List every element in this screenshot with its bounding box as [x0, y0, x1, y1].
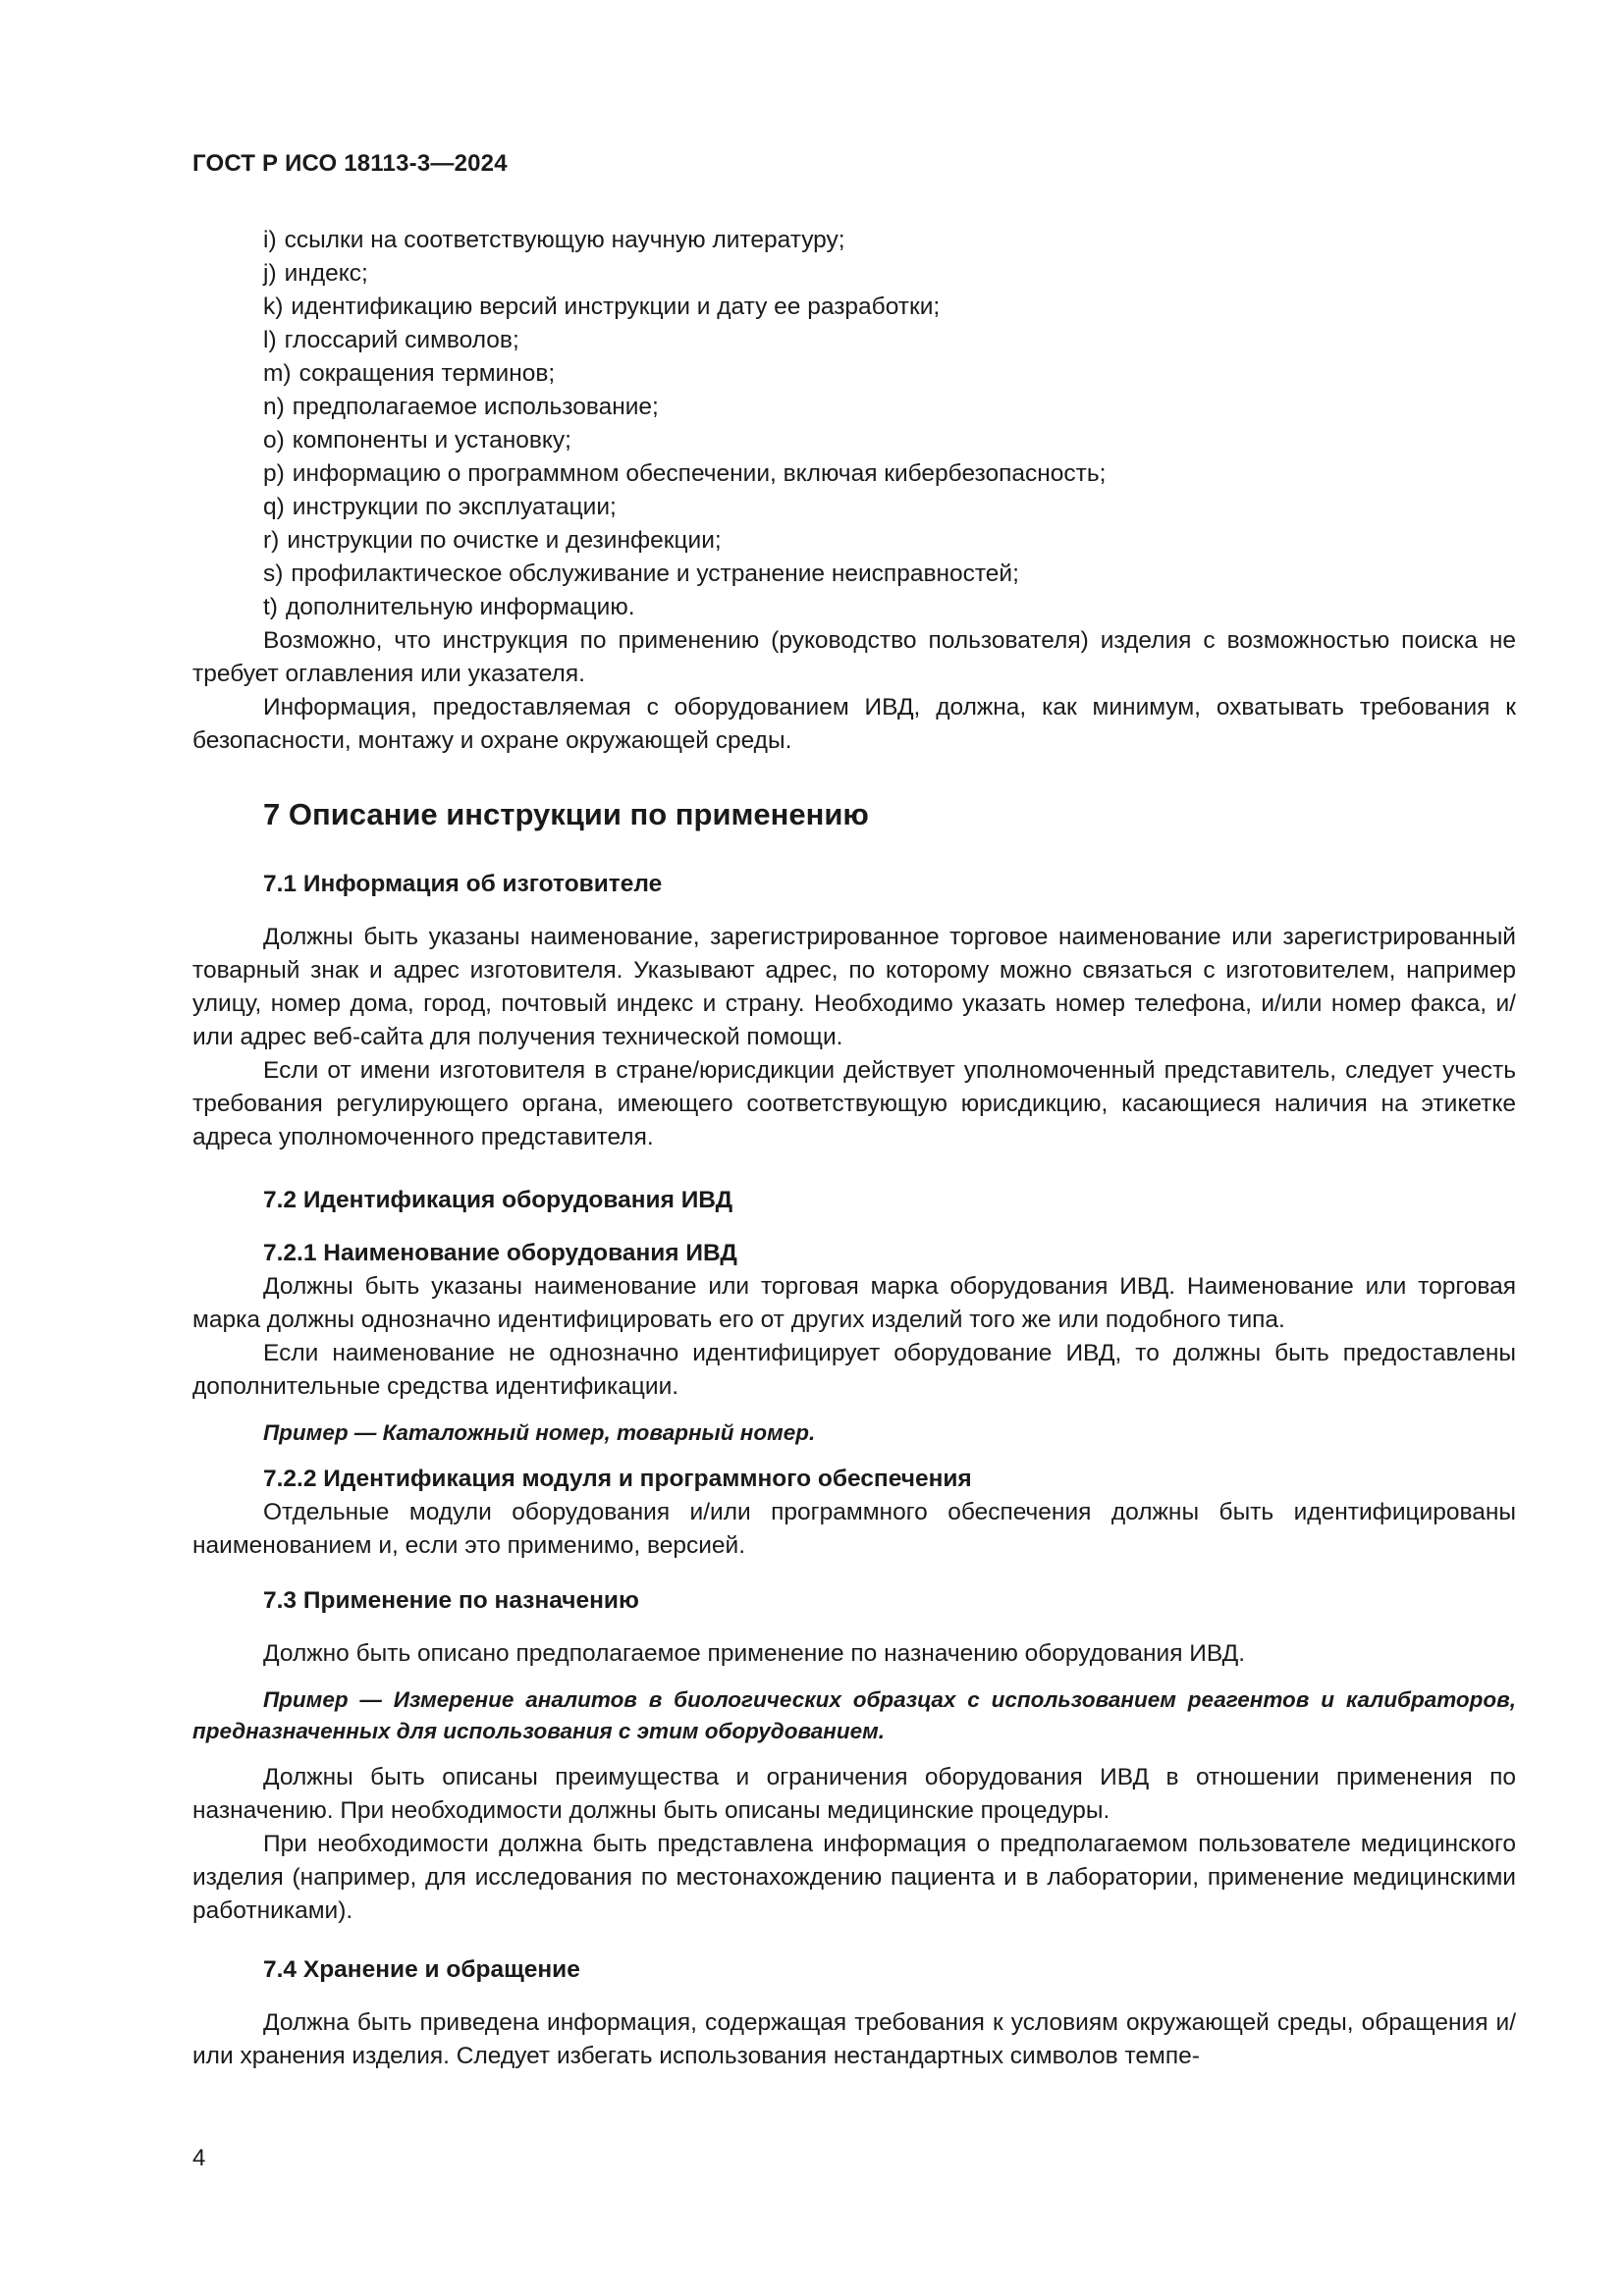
list-text: инструкции по очистке и дезинфекции;: [287, 527, 722, 554]
subsection-title: 7.2 Идентификация оборудования ИВД: [263, 1187, 733, 1213]
list-item: [192, 357, 1516, 391]
subsection-title: 7.4 Хранение и обращение: [263, 1956, 580, 1983]
list-item: [192, 591, 1516, 624]
list-item: [192, 558, 1516, 591]
list-text: компоненты и установку;: [292, 427, 571, 454]
list-item: [192, 491, 1516, 524]
list-marker: m): [263, 360, 292, 387]
example-note: Пример — Каталожный номер, товарный номер.: [263, 1420, 816, 1445]
list-marker: t): [263, 594, 278, 620]
paragraph: Должны быть описаны преимущества и ограничения оборудования ИВД в отношении применения по назначению. При необходимости должны быть описаны медицинские процедуры.: [192, 1764, 1516, 1824]
list-marker: i): [263, 227, 277, 253]
list-marker: r): [263, 527, 280, 554]
list-item: [192, 291, 1516, 324]
subsection-title: 7.3 Применение по назначению: [263, 1587, 639, 1614]
example-note: Пример — Измерение аналитов в биологических образцах с использованием реагентов и калибраторов, предназначенных для использования с этим оборудованием.: [192, 1687, 1516, 1743]
page-body: [192, 224, 1516, 2073]
list-text: идентификацию версий инструкции и дату ее разработки;: [291, 294, 941, 320]
list-item: [192, 424, 1516, 457]
list-text: профилактическое обслуживание и устранение неисправностей;: [291, 561, 1019, 587]
list: [192, 224, 1516, 624]
list-marker: p): [263, 460, 285, 487]
subsection-title: 7.2.2 Идентификация модуля и программного обеспечения: [263, 1466, 972, 1492]
list-marker: s): [263, 561, 284, 587]
paragraph: Должны быть указаны наименование, зарегистрированное торговое наименование или зарегистрированный товарный знак и адрес изготовителя. Указывают адрес, по которому можно связаться с изготовителем, например улицу, номер дома, город, почтовый индекс и страну. Необходимо указать номер телефона, и/или номер факса, и/или адрес веб-сайта для получения технической помощи.: [192, 924, 1516, 1050]
list-item: [192, 257, 1516, 291]
list-item: [192, 524, 1516, 558]
list-item: [192, 391, 1516, 424]
list-text: инструкции по эксплуатации;: [292, 494, 617, 520]
list-text: сокращения терминов;: [298, 360, 556, 387]
standard-header: ГОСТ Р ИСО 18113-3—2024: [192, 150, 508, 177]
list-text: предполагаемое использование;: [292, 394, 659, 420]
paragraph: Должны быть указаны наименование или торговая марка оборудования ИВД. Наименование или торговая марка должны однозначно идентифицировать его от других изделий того же или подобного типа.: [192, 1273, 1516, 1333]
paragraph: Должна быть приведена информация, содержащая требования к условиям окружающей среды, обращения и/или хранения изделия. Следует избегать использования нестандартных символов темпе-: [192, 2009, 1516, 2069]
paragraph: Если наименование не однозначно идентифицирует оборудование ИВД, то должны быть предоставлены дополнительные средства идентификации.: [192, 1340, 1516, 1400]
list-marker: o): [263, 427, 285, 454]
paragraph: Должно быть описано предполагаемое применение по назначению оборудования ИВД.: [263, 1640, 1246, 1667]
list-text: индекс;: [284, 260, 368, 287]
list-item: [192, 457, 1516, 491]
paragraph: Отдельные модули оборудования и/или программного обеспечения должны быть идентифицированы наименованием и, если это применимо, версией.: [192, 1499, 1516, 1559]
paragraph: Информация, предоставляемая с оборудованием ИВД, должна, как минимум, охватывать требования к безопасности, монтажу и охране окружающей среды.: [192, 694, 1516, 754]
list-text: дополнительную информацию.: [285, 594, 635, 620]
list-text: ссылки на соответствующую научную литературу;: [284, 227, 845, 253]
list-marker: l): [263, 327, 277, 353]
list-text: глоссарий символов;: [284, 327, 519, 353]
list-item: [192, 224, 1516, 257]
list-marker: q): [263, 494, 285, 520]
subsection-title: 7.2.1 Наименование оборудования ИВД: [263, 1240, 737, 1266]
paragraph: При необходимости должна быть представлена информация о предполагаемом пользователе медицинского изделия (например, для исследования по местонахождению пациента и в лаборатории, применение медицинскими работниками).: [192, 1831, 1516, 1924]
list-item: [192, 324, 1516, 357]
list-marker: j): [263, 260, 277, 287]
subsection-title: 7.1 Информация об изготовителе: [263, 871, 663, 897]
section-title: 7 Описание инструкции по применению: [263, 797, 869, 831]
paragraph: Если от имени изготовителя в стране/юрисдикции действует уполномоченный представитель, следует учесть требования регулирующего органа, имеющего соответствующую юрисдикцию, касающиеся наличия на этикетке адреса уполномоченного представителя.: [192, 1057, 1516, 1150]
list-text: информацию о программном обеспечении, включая кибербезопасность;: [292, 460, 1107, 487]
paragraph: Возможно, что инструкция по применению (руководство пользователя) изделия с возможностью поиска не требует оглавления или указателя.: [192, 627, 1516, 687]
page-number: 4: [192, 2145, 206, 2171]
list-marker: n): [263, 394, 285, 420]
list-marker: k): [263, 294, 284, 320]
